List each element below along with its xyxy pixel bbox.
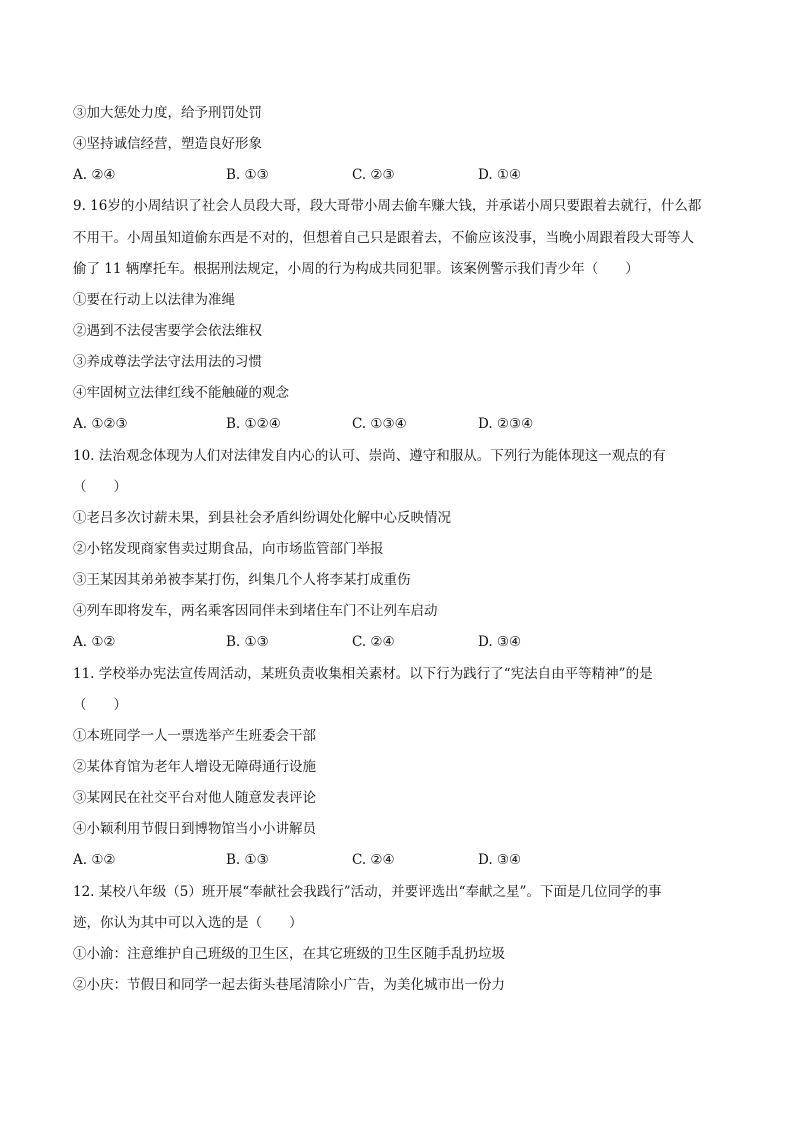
- option-item: ②小铭发现商家售卖过期食品，向市场监管部门举报: [73, 541, 384, 557]
- choice-d: D. ③④: [478, 852, 522, 868]
- option-item: ③养成尊法学法守法用法的习惯: [73, 354, 262, 370]
- option-item: ④坚持诚信经营，塑造良好形象: [73, 136, 262, 152]
- choice-c: C. ①③④: [352, 416, 407, 432]
- question-10-stem: 10. 法治观念体现为人们对法律发自内心的认可、崇尚、遵守和服从。下列行为能体现这一观点的有: [73, 448, 666, 464]
- choice-d: D. ②③④: [478, 416, 534, 432]
- choice-c: C. ②④: [352, 634, 395, 650]
- choice-d: D. ①④: [478, 167, 522, 183]
- choice-b: B. ①③: [226, 634, 269, 650]
- choice-b: B. ①③: [226, 852, 269, 868]
- option-item: ③加大惩处力度，给予刑罚处罚: [73, 105, 262, 121]
- option-item: ①小渝：注意维护自己班级的卫生区，在其它班级的卫生区随手乱扔垃圾: [73, 946, 505, 962]
- choice-a: A. ②④: [73, 167, 116, 183]
- option-item: ④牢固树立法律红线不能触碰的观念: [73, 385, 289, 401]
- choice-d: D. ③④: [478, 634, 522, 650]
- choice-c: C. ②③: [352, 167, 395, 183]
- question-9-stem: 不用干。小周虽知道偷东西是不对的，但想着自己只是跟着去，不偷应该没事，当晚小周跟着段大哥等人: [73, 230, 694, 246]
- choice-a: A. ①②: [73, 634, 116, 650]
- question-12-stem: 12. 某校八年级（5）班开展“奉献社会我践行”活动，并要评选出“奉献之星”。下面是几位同学的事: [73, 884, 662, 900]
- option-item: ③王某因其弟弟被李某打伤，纠集几个人将李某打成重伤: [73, 572, 411, 588]
- option-item: ③某网民在社交平台对他人随意发表评论: [73, 790, 316, 806]
- option-item: ①老吕多次讨薪未果，到县社会矛盾纠纷调处化解中心反映情况: [73, 510, 451, 526]
- question-9-stem: 偷了 11 辆摩托车。根据刑法规定，小周的行为构成共同犯罪。该案例警示我们青少年（ ）: [73, 261, 639, 277]
- choice-a: A. ①②③: [73, 416, 128, 432]
- question-12-stem: 迹，你认为其中可以入选的是（ ）: [73, 915, 303, 931]
- choice-b: B. ①②④: [226, 416, 281, 432]
- question-11-stem: 11. 学校举办宪法宣传周活动，某班负责收集相关素材。以下行为践行了“宪法自由平等精神”的是: [73, 666, 653, 682]
- option-item: ②遇到不法侵害要学会依法维权: [73, 323, 262, 339]
- choice-b: B. ①③: [226, 167, 269, 183]
- option-item: ②小庆：节假日和同学一起去街头巷尾清除小广告，为美化城市出一份力: [73, 977, 505, 993]
- option-item: ②某体育馆为老年人增设无障碍通行设施: [73, 759, 316, 775]
- option-item: ④小颖利用节假日到博物馆当小小讲解员: [73, 821, 316, 837]
- option-item: ①要在行动上以法律为准绳: [73, 292, 235, 308]
- question-10-stem: （ ）: [73, 479, 127, 495]
- choice-c: C. ②④: [352, 852, 395, 868]
- option-item: ④列车即将发车，两名乘客因同伴未到堵住车门不让列车启动: [73, 603, 438, 619]
- question-11-stem: （ ）: [73, 697, 127, 713]
- option-item: ①本班同学一人一票选举产生班委会干部: [73, 728, 316, 744]
- question-9-stem: 9. 16岁的小周结识了社会人员段大哥，段大哥带小周去偷车赚大钱，并承诺小周只要跟着去就行，什么都: [73, 198, 702, 214]
- choice-a: A. ①②: [73, 852, 116, 868]
